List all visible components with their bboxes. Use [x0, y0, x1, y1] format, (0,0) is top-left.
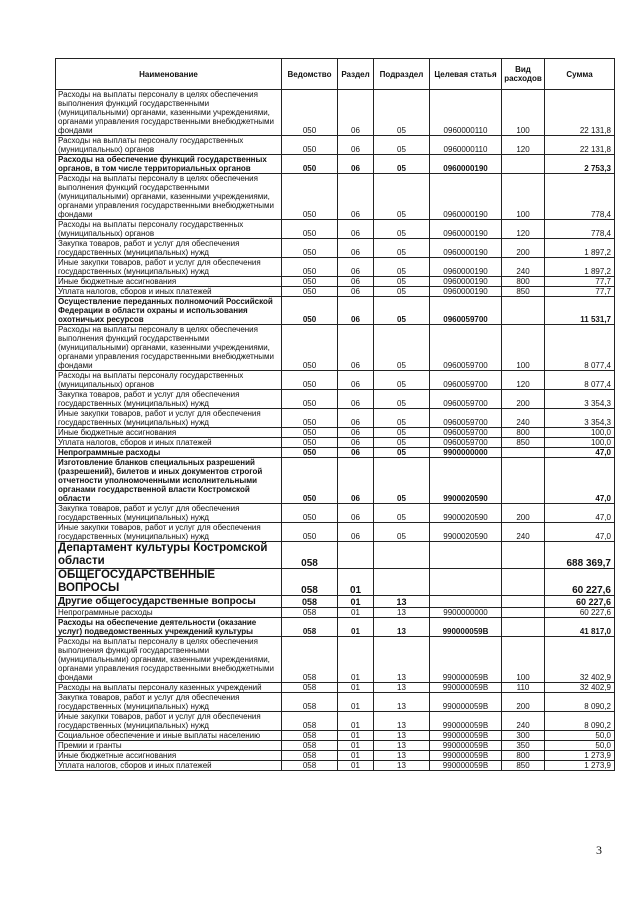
cell-target: 0960059700 — [430, 409, 502, 428]
cell-target: 0960059700 — [430, 390, 502, 409]
cell-target: 0960000190 — [430, 174, 502, 220]
table-row — [56, 297, 615, 325]
cell-target: 990000059В — [430, 683, 502, 693]
cell-exptype — [502, 448, 545, 458]
cell-name: Непрограммные расходы — [56, 608, 282, 618]
cell-section: 01 — [338, 683, 374, 693]
table-row — [56, 136, 615, 155]
cell-name: Уплата налогов, сборов и иных платежей — [56, 761, 282, 771]
cell-name: Иные закупки товаров, работ и услуг для обеспечения государственных (муниципальных) нужд — [56, 712, 282, 731]
cell-dept: 058 — [282, 596, 338, 608]
cell-exptype: 240 — [502, 409, 545, 428]
cell-subsection: 13 — [374, 741, 430, 751]
cell-dept: 050 — [282, 390, 338, 409]
table-row — [56, 542, 615, 569]
cell-name: Расходы на выплаты персоналу в целях обеспечения выполнения функций государственными (муниципальными) органами, казенными учреждениями, органами управления государственными внебюджетными фондами — [56, 325, 282, 371]
cell-sum: 47,0 — [545, 458, 615, 504]
cell-subsection: 05 — [374, 325, 430, 371]
cell-name: Иные бюджетные ассигнования — [56, 428, 282, 438]
cell-section: 06 — [338, 371, 374, 390]
cell-subsection: 13 — [374, 683, 430, 693]
cell-target: 0960000190 — [430, 287, 502, 297]
cell-section: 06 — [338, 325, 374, 371]
cell-subsection: 05 — [374, 277, 430, 287]
cell-sum: 1 897,2 — [545, 258, 615, 277]
cell-name: Расходы на выплаты персоналу государственных (муниципальных) органов — [56, 136, 282, 155]
cell-dept: 050 — [282, 258, 338, 277]
cell-section: 01 — [338, 618, 374, 637]
table-row — [56, 712, 615, 731]
table-row — [56, 596, 615, 608]
col-header-sum: Сумма — [545, 59, 615, 90]
cell-dept: 050 — [282, 325, 338, 371]
cell-exptype: 110 — [502, 683, 545, 693]
budget-table — [55, 58, 615, 771]
cell-target: 9900020590 — [430, 523, 502, 542]
table-row — [56, 277, 615, 287]
cell-dept: 050 — [282, 458, 338, 504]
cell-subsection: 05 — [374, 258, 430, 277]
cell-exptype — [502, 542, 545, 569]
cell-subsection: 05 — [374, 136, 430, 155]
cell-dept: 050 — [282, 155, 338, 174]
table-row — [56, 741, 615, 751]
cell-subsection: 05 — [374, 504, 430, 523]
cell-name: Расходы на выплаты персоналу государственных (муниципальных) органов — [56, 220, 282, 239]
cell-target: 0960059700 — [430, 428, 502, 438]
cell-section: 06 — [338, 297, 374, 325]
cell-exptype: 200 — [502, 693, 545, 712]
cell-subsection: 05 — [374, 409, 430, 428]
cell-subsection: 05 — [374, 371, 430, 390]
cell-sum: 3 354,3 — [545, 390, 615, 409]
cell-exptype: 350 — [502, 741, 545, 751]
cell-name: Непрограммные расходы — [56, 448, 282, 458]
cell-subsection: 05 — [374, 458, 430, 504]
table-row — [56, 569, 615, 596]
table-row — [56, 428, 615, 438]
table-row — [56, 523, 615, 542]
cell-sum: 41 817,0 — [545, 618, 615, 637]
cell-sum: 2 753,3 — [545, 155, 615, 174]
cell-exptype: 100 — [502, 174, 545, 220]
cell-sum: 22 131,8 — [545, 90, 615, 136]
table-row — [56, 683, 615, 693]
table-row — [56, 155, 615, 174]
cell-dept: 050 — [282, 90, 338, 136]
cell-exptype: 100 — [502, 637, 545, 683]
table-row — [56, 258, 615, 277]
cell-exptype: 800 — [502, 428, 545, 438]
cell-target: 0960000190 — [430, 277, 502, 287]
cell-dept: 050 — [282, 174, 338, 220]
cell-target — [430, 569, 502, 596]
cell-sum: 77,7 — [545, 287, 615, 297]
cell-sum: 688 369,7 — [545, 542, 615, 569]
cell-name: Расходы на обеспечение функций государственных органов, в том числе территориальных органов — [56, 155, 282, 174]
cell-section: 06 — [338, 155, 374, 174]
cell-dept: 058 — [282, 731, 338, 741]
cell-sum: 50,0 — [545, 731, 615, 741]
cell-name: Департамент культуры Костромской области — [56, 542, 282, 569]
cell-subsection — [374, 569, 430, 596]
cell-dept: 050 — [282, 287, 338, 297]
table-row — [56, 608, 615, 618]
cell-target: 990000059В — [430, 751, 502, 761]
cell-sum: 22 131,8 — [545, 136, 615, 155]
cell-name: Иные закупки товаров, работ и услуг для обеспечения государственных (муниципальных) нужд — [56, 258, 282, 277]
cell-sum: 50,0 — [545, 741, 615, 751]
cell-sum: 8 090,2 — [545, 693, 615, 712]
cell-subsection: 05 — [374, 438, 430, 448]
cell-dept: 050 — [282, 220, 338, 239]
table-row — [56, 90, 615, 136]
table-row — [56, 448, 615, 458]
cell-target: 0960059700 — [430, 325, 502, 371]
cell-subsection: 05 — [374, 220, 430, 239]
cell-section: 06 — [338, 239, 374, 258]
cell-sum: 32 402,9 — [545, 637, 615, 683]
cell-subsection: 13 — [374, 761, 430, 771]
cell-subsection: 13 — [374, 596, 430, 608]
cell-target: 0960059700 — [430, 438, 502, 448]
table-body — [56, 90, 615, 771]
cell-dept: 050 — [282, 277, 338, 287]
cell-subsection: 05 — [374, 174, 430, 220]
table-row — [56, 693, 615, 712]
cell-dept: 050 — [282, 438, 338, 448]
cell-dept: 050 — [282, 239, 338, 258]
cell-subsection — [374, 542, 430, 569]
col-header-target: Целевая статья — [430, 59, 502, 90]
cell-sum: 60 227,6 — [545, 608, 615, 618]
cell-target: 9900000000 — [430, 448, 502, 458]
cell-sum: 1 273,9 — [545, 761, 615, 771]
page-number: 3 — [596, 843, 602, 857]
table-row — [56, 761, 615, 771]
cell-subsection: 13 — [374, 608, 430, 618]
cell-target: 0960000190 — [430, 239, 502, 258]
cell-sum: 8 090,2 — [545, 712, 615, 731]
cell-subsection: 05 — [374, 523, 430, 542]
cell-exptype — [502, 608, 545, 618]
cell-target: 0960000190 — [430, 258, 502, 277]
cell-exptype: 850 — [502, 287, 545, 297]
cell-dept: 058 — [282, 693, 338, 712]
cell-section: 06 — [338, 287, 374, 297]
cell-sum: 60 227,6 — [545, 569, 615, 596]
cell-subsection: 13 — [374, 751, 430, 761]
cell-subsection: 13 — [374, 731, 430, 741]
cell-target: 0960000190 — [430, 220, 502, 239]
table-row — [56, 174, 615, 220]
cell-section: 06 — [338, 220, 374, 239]
cell-exptype — [502, 596, 545, 608]
cell-subsection: 05 — [374, 155, 430, 174]
cell-sum: 47,0 — [545, 448, 615, 458]
cell-section: 01 — [338, 741, 374, 751]
cell-section: 01 — [338, 712, 374, 731]
cell-sum: 11 531,7 — [545, 297, 615, 325]
cell-subsection: 13 — [374, 637, 430, 683]
cell-dept: 050 — [282, 504, 338, 523]
cell-name: Иные бюджетные ассигнования — [56, 277, 282, 287]
cell-target: 990000059В — [430, 761, 502, 771]
cell-exptype: 850 — [502, 761, 545, 771]
cell-dept: 050 — [282, 428, 338, 438]
cell-section: 06 — [338, 428, 374, 438]
cell-section: 06 — [338, 458, 374, 504]
cell-sum: 32 402,9 — [545, 683, 615, 693]
cell-name: Иные закупки товаров, работ и услуг для обеспечения государственных (муниципальных) нужд — [56, 523, 282, 542]
cell-name: Закупка товаров, работ и услуг для обеспечения государственных (муниципальных) нужд — [56, 504, 282, 523]
cell-sum: 77,7 — [545, 277, 615, 287]
cell-target: 9900020590 — [430, 458, 502, 504]
cell-name: Изготовление бланков специальных разрешений (разрешений), билетов и иных документов строгой отчетности уполномоченными исполнительными органами государственной власти Костромской области — [56, 458, 282, 504]
cell-target: 0960059700 — [430, 371, 502, 390]
cell-sum: 3 354,3 — [545, 409, 615, 428]
cell-target — [430, 596, 502, 608]
col-header-section: Раздел — [338, 59, 374, 90]
table-row — [56, 220, 615, 239]
cell-subsection: 13 — [374, 693, 430, 712]
table-row — [56, 390, 615, 409]
cell-target: 9900020590 — [430, 504, 502, 523]
cell-subsection: 05 — [374, 448, 430, 458]
cell-dept: 058 — [282, 608, 338, 618]
cell-name: Расходы на выплаты персоналу в целях обеспечения выполнения функций государственными (муниципальными) органами, казенными учреждениями, органами управления государственными внебюджетными фондами — [56, 637, 282, 683]
cell-name: Расходы на выплаты персоналу государственных (муниципальных) органов — [56, 371, 282, 390]
cell-dept: 050 — [282, 448, 338, 458]
cell-dept: 058 — [282, 542, 338, 569]
cell-sum: 1 897,2 — [545, 239, 615, 258]
cell-sum: 8 077,4 — [545, 325, 615, 371]
table-row — [56, 618, 615, 637]
cell-section: 06 — [338, 438, 374, 448]
cell-section: 06 — [338, 504, 374, 523]
table-row — [56, 325, 615, 371]
cell-section: 01 — [338, 761, 374, 771]
cell-name: Иные бюджетные ассигнования — [56, 751, 282, 761]
col-header-name: Наименование — [56, 59, 282, 90]
cell-target: 990000059В — [430, 637, 502, 683]
cell-dept: 058 — [282, 683, 338, 693]
cell-dept: 058 — [282, 618, 338, 637]
cell-subsection: 05 — [374, 239, 430, 258]
cell-name: Иные закупки товаров, работ и услуг для обеспечения государственных (муниципальных) нужд — [56, 409, 282, 428]
col-header-exptype: Вид расходов — [502, 59, 545, 90]
cell-dept: 050 — [282, 371, 338, 390]
cell-exptype — [502, 297, 545, 325]
cell-exptype: 200 — [502, 504, 545, 523]
table-row — [56, 371, 615, 390]
cell-sum: 778,4 — [545, 220, 615, 239]
col-header-subsection: Подраздел — [374, 59, 430, 90]
cell-sum: 100,0 — [545, 428, 615, 438]
cell-dept: 050 — [282, 409, 338, 428]
cell-dept: 058 — [282, 637, 338, 683]
cell-name: Закупка товаров, работ и услуг для обеспечения государственных (муниципальных) нужд — [56, 390, 282, 409]
cell-section: 01 — [338, 569, 374, 596]
cell-exptype: 200 — [502, 390, 545, 409]
cell-exptype: 300 — [502, 731, 545, 741]
cell-section: 01 — [338, 596, 374, 608]
cell-exptype: 240 — [502, 712, 545, 731]
cell-target: 990000059В — [430, 618, 502, 637]
cell-target — [430, 542, 502, 569]
cell-name: Закупка товаров, работ и услуг для обеспечения государственных (муниципальных) нужд — [56, 693, 282, 712]
table-row — [56, 458, 615, 504]
cell-exptype: 120 — [502, 371, 545, 390]
cell-name: Расходы на выплаты персоналу в целях обеспечения выполнения функций государственными (муниципальными) органами, казенными учреждениями, органами управления государственными внебюджетными фондами — [56, 90, 282, 136]
cell-subsection: 13 — [374, 618, 430, 637]
table-row — [56, 731, 615, 741]
cell-target: 9900000000 — [430, 608, 502, 618]
cell-section: 06 — [338, 409, 374, 428]
cell-dept: 050 — [282, 297, 338, 325]
cell-exptype: 800 — [502, 277, 545, 287]
cell-sum: 60 227,6 — [545, 596, 615, 608]
cell-name: Расходы на обеспечение деятельности (оказание услуг) подведомственных учреждений культуры — [56, 618, 282, 637]
cell-dept: 058 — [282, 761, 338, 771]
cell-name: Расходы на выплаты персоналу в целях обеспечения выполнения функций государственными (муниципальными) органами, казенными учреждениями, органами управления государственными внебюджетными фондами — [56, 174, 282, 220]
cell-section: 01 — [338, 731, 374, 741]
cell-name: Уплата налогов, сборов и иных платежей — [56, 287, 282, 297]
cell-target: 0960000110 — [430, 90, 502, 136]
cell-dept: 058 — [282, 712, 338, 731]
table-row — [56, 637, 615, 683]
cell-exptype: 800 — [502, 751, 545, 761]
cell-target: 0960000110 — [430, 136, 502, 155]
cell-exptype: 100 — [502, 325, 545, 371]
cell-dept: 058 — [282, 569, 338, 596]
cell-exptype: 120 — [502, 136, 545, 155]
cell-section: 01 — [338, 608, 374, 618]
cell-name: Социальное обеспечение и иные выплаты населению — [56, 731, 282, 741]
cell-subsection: 05 — [374, 428, 430, 438]
cell-name: Другие общегосударственные вопросы — [56, 596, 282, 608]
cell-target: 990000059В — [430, 693, 502, 712]
cell-section: 06 — [338, 523, 374, 542]
table-row — [56, 438, 615, 448]
cell-section: 06 — [338, 390, 374, 409]
cell-exptype: 240 — [502, 523, 545, 542]
table-row — [56, 409, 615, 428]
cell-name: Закупка товаров, работ и услуг для обеспечения государственных (муниципальных) нужд — [56, 239, 282, 258]
cell-exptype: 120 — [502, 220, 545, 239]
cell-subsection: 05 — [374, 390, 430, 409]
cell-subsection: 05 — [374, 90, 430, 136]
table-row — [56, 751, 615, 761]
cell-name: Уплата налогов, сборов и иных платежей — [56, 438, 282, 448]
cell-name: Премии и гранты — [56, 741, 282, 751]
cell-subsection: 05 — [374, 297, 430, 325]
cell-sum: 100,0 — [545, 438, 615, 448]
cell-dept: 050 — [282, 136, 338, 155]
cell-name: Осуществление переданных полномочий Российской Федерации в области охраны и использования охотничьих ресурсов — [56, 297, 282, 325]
cell-exptype — [502, 155, 545, 174]
cell-name: ОБЩЕГОСУДАРСТВЕННЫЕ ВОПРОСЫ — [56, 569, 282, 596]
table-row — [56, 239, 615, 258]
cell-section: 01 — [338, 637, 374, 683]
cell-section: 06 — [338, 136, 374, 155]
cell-sum: 1 273,9 — [545, 751, 615, 761]
cell-sum: 778,4 — [545, 174, 615, 220]
cell-sum: 8 077,4 — [545, 371, 615, 390]
cell-section: 01 — [338, 751, 374, 761]
cell-exptype — [502, 618, 545, 637]
cell-exptype — [502, 569, 545, 596]
cell-exptype: 200 — [502, 239, 545, 258]
cell-exptype: 100 — [502, 90, 545, 136]
cell-section: 06 — [338, 174, 374, 220]
table-header-row — [56, 59, 615, 90]
cell-exptype — [502, 458, 545, 504]
cell-target: 990000059В — [430, 741, 502, 751]
cell-sum: 47,0 — [545, 504, 615, 523]
cell-target: 0960000190 — [430, 155, 502, 174]
table-row — [56, 287, 615, 297]
cell-section: 01 — [338, 693, 374, 712]
cell-dept: 058 — [282, 751, 338, 761]
col-header-dept: Ведомство — [282, 59, 338, 90]
cell-name: Расходы на выплаты персоналу казенных учреждений — [56, 683, 282, 693]
cell-target: 990000059В — [430, 712, 502, 731]
cell-target: 0960059700 — [430, 297, 502, 325]
cell-section — [338, 542, 374, 569]
cell-target: 990000059В — [430, 731, 502, 741]
cell-subsection: 05 — [374, 287, 430, 297]
cell-exptype: 240 — [502, 258, 545, 277]
cell-section: 06 — [338, 90, 374, 136]
cell-section: 06 — [338, 277, 374, 287]
table-row — [56, 504, 615, 523]
cell-dept: 050 — [282, 523, 338, 542]
cell-section: 06 — [338, 258, 374, 277]
cell-sum: 47,0 — [545, 523, 615, 542]
cell-exptype: 850 — [502, 438, 545, 448]
cell-section: 06 — [338, 448, 374, 458]
cell-subsection: 13 — [374, 712, 430, 731]
cell-dept: 058 — [282, 741, 338, 751]
